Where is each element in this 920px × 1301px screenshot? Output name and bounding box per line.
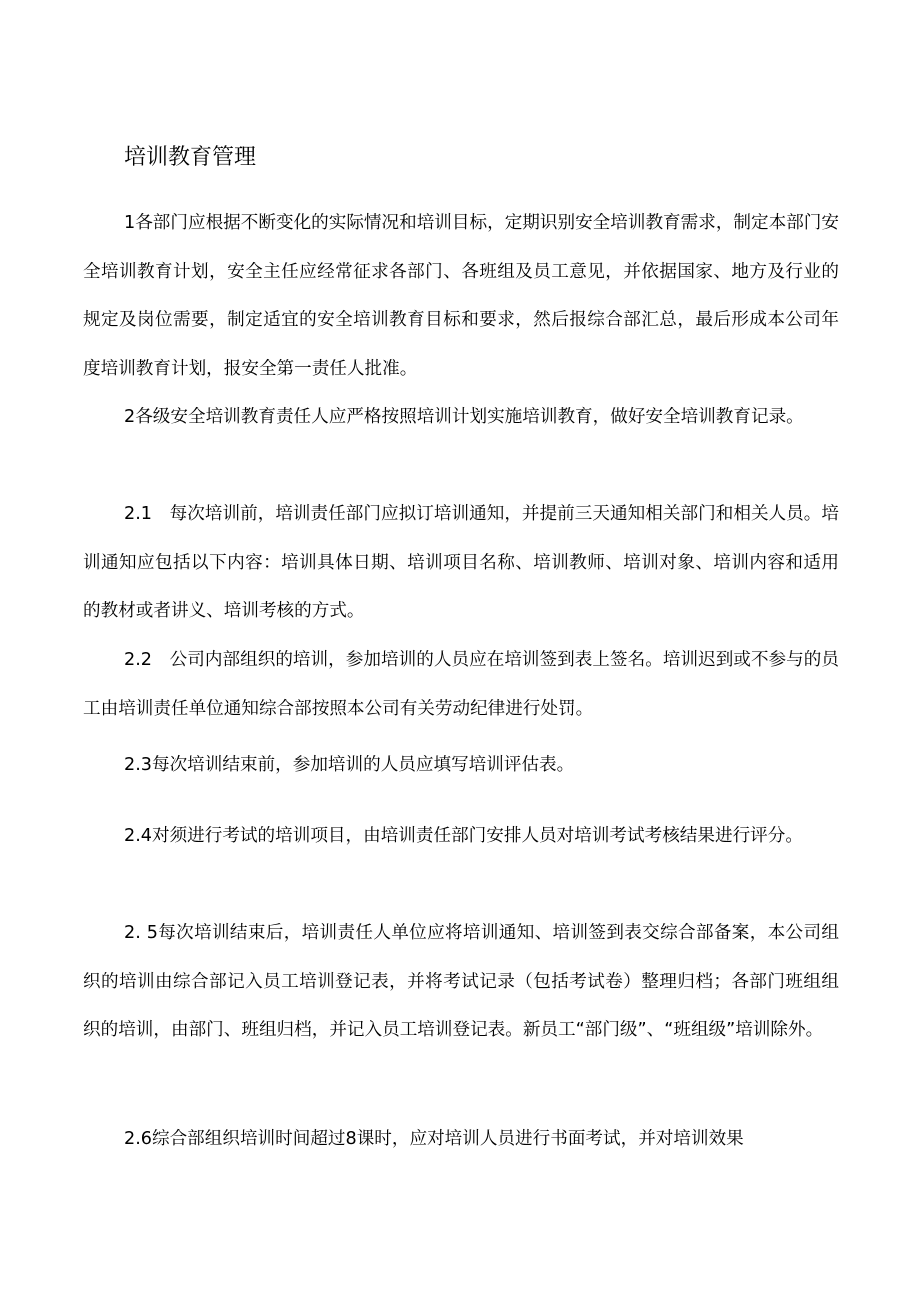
paragraph-2-5: 2. 5每次培训结束后，培训责任人单位应将培训通知、培训签到表交综合部备案，本公司组织的培训由综合部记入员工培训登记表，并将考试记录（包括考试卷）整理归档；各部门班组组织的培训，由部门、班组归档，并记入员工培训登记表。新员工“部门级”、“班组级”培训除外。 [83,923,839,1040]
paragraph-2-3: 2.3每次培训结束前，参加培训的人员应填写培训评估表。 [124,755,575,775]
paragraph-2-4: 2.4对须进行考试的培训项目，由培训责任部门安排人员对培训考试考核结果进行评分。 [124,826,803,846]
document-title: 培训教育管理 [124,145,257,170]
paragraph-2-2: 2.2 公司内部组织的培训，参加培训的人员应在培训签到表上签名。培训迟到或不参与的员工由培训责任单位通知综合部按照本公司有关劳动纪律进行处罚。 [83,650,839,719]
paragraph-1: 1各部门应根据不断变化的实际情况和培训目标，定期识别安全培训教育需求，制定本部门安全培训教育计划，安全主任应经常征求各部门、各班组及员工意见，并依据国家、地方及行业的规定及岗位需要，制定适宜的安全培训教育目标和要求，然后报综合部汇总，最后形成本公司年度培训教育计划，报安全第一责任人批准。 [83,213,839,379]
paragraph-2-6: 2.6综合部组织培训时间超过8课时，应对培训人员进行书面考试，并对培训效果 [124,1129,744,1149]
paragraph-2: 2各级安全培训教育责任人应严格按照培训计划实施培训教育，做好安全培训教育记录。 [124,407,804,427]
paragraph-2-1: 2.1 每次培训前，培训责任部门应拟订培训通知，并提前三天通知相关部门和相关人员。培训通知应包括以下内容：培训具体日期、培训项目名称、培训教师、培训对象、培训内容和适用的教材或者讲义、培训考核的方式。 [83,504,839,621]
